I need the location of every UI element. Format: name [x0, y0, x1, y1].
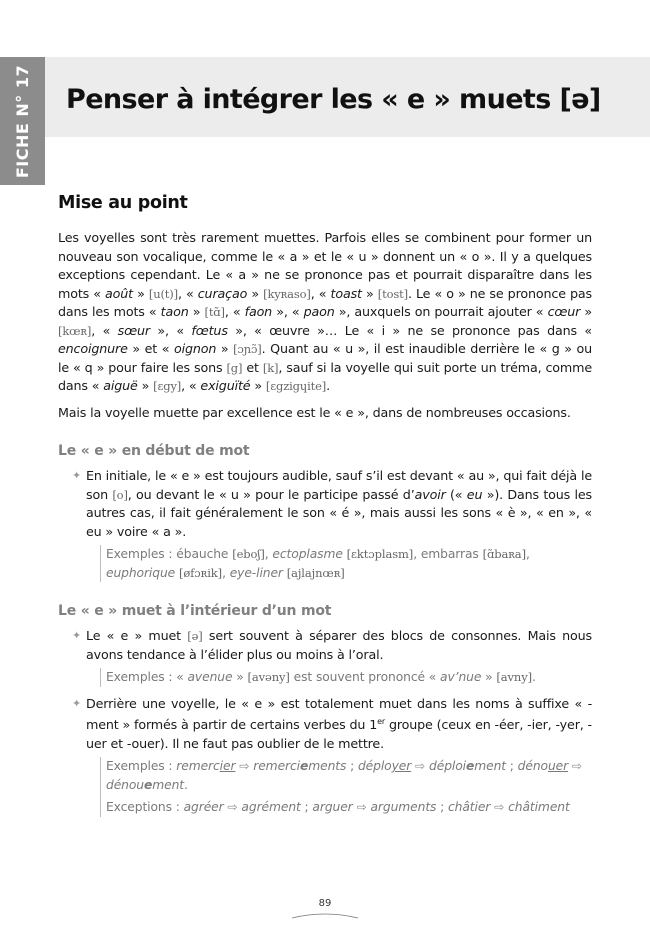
star-bullet-icon: ✦ [72, 696, 82, 710]
subsection-title-inside: Le « e » muet à l’intérieur d’un mot [58, 603, 332, 619]
example-block [100, 668, 592, 687]
star-bullet-icon: ✦ [72, 469, 82, 482]
fiche-label: FICHE N° 17 [13, 64, 32, 178]
page-number-ornament [290, 912, 360, 920]
bullet-text: Le « e » muet [ə] sert souvent à séparer des blocs de consonnes. Mais nous avons tendance à l’élider plus ou moins à l’oral. [86, 628, 592, 662]
bullet-text: Derrière une voyelle, le « e » est totalement muet dans les noms à suffixe « -ment » formés à partir de certains verbes du 1er groupe (ceux en -éer, -ier, -yer, -uer et -ouer). Il ne faut pas oublier de le mettre. [86, 695, 592, 751]
fiche-tab [0, 57, 45, 185]
subsection-title-start: Le « e » en début de mot [58, 443, 250, 459]
example-line: Exemples : remercier ⇨ remerciements ; déployer ⇨ déploiement ; dénouer ⇨ dénouement. [106, 759, 583, 792]
bullet-item [72, 467, 592, 541]
second-paragraph: Mais la voyelle muette par excellence est le « e », dans de nombreuses occasions. [58, 404, 571, 420]
example-line: Exemples : « avenue » [avəny] est souvent prononcé « av’nue » [avny]. [106, 670, 536, 684]
example-block [100, 545, 592, 582]
bullet-item [72, 627, 592, 664]
star-bullet-icon: ✦ [72, 629, 82, 642]
page-title: Penser à intégrer les « e » muets [ə] [66, 84, 601, 115]
example-line: Exemples : ébauche [eboʃ], ectoplasme [ɛktɔplasm], embarras [ɑ̃baʀa], euphorique [øfɔʀik], eye-liner [ajlajnœʀ] [106, 547, 530, 580]
example-block [100, 757, 592, 817]
bullet-item [72, 695, 592, 754]
intro-paragraph: Les voyelles sont très rarement muettes. Parfois elles se combinent pour former un nouveau son vocalique, comme le « a » et le « u » donnent un « o ». Il y a quelques exceptions cependant. Le « a » ne se prononce pas et pourrait disparaître dans les mots « août » [u(t)], « curaçao » [kyʀaso], « toast » [tost]. Le « o » ne se prononce pas dans les mots « taon » [tɑ̃], « faon », « paon », auxquels on pourrait ajouter « cœur » [kœʀ], « sœur », « fœtus », « œuvre »… Le « i » ne se prononce pas dans « encoignure » et « oignon » [ɔɲɔ̃]. Quant au « u », il est inaudible derrière le « g » ou le « q » pour faire les sons [g] et [k], sauf si la voyelle qui suit porte un tréma, comme dans « aiguë » [ɛgy], « exiguïté » [ɛgzigɥite]. [58, 230, 593, 393]
section-title: Mise au point [58, 193, 188, 213]
bullet-text: En initiale, le « e » est toujours audible, sauf s’il est devant « au », qui fait déjà le son [o], ou devant le « u » pour le participe passé d’avoir (« eu »). Dans tous les autres cas, il fait généralement le son « é », mais aussi les sons « è », « en », « eu » voire « a ». [86, 468, 592, 539]
page-number: 89 [318, 898, 332, 909]
main-content [58, 193, 592, 825]
exceptions-line: Exceptions : agréer ⇨ agrément ; arguer ⇨ arguments ; châtier ⇨ châtiment [106, 800, 570, 815]
